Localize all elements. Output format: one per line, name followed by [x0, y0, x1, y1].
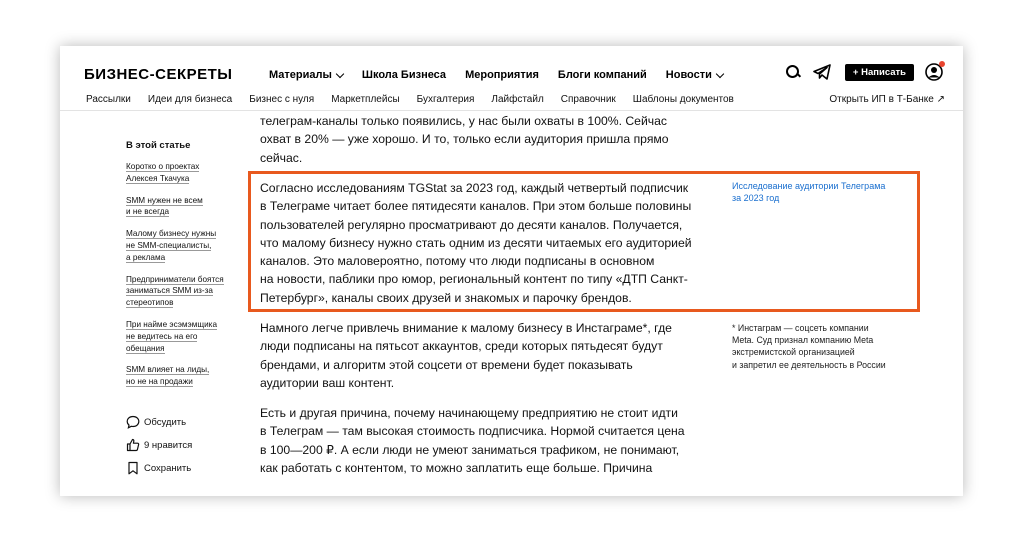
write-button[interactable]: + Написать — [845, 64, 914, 81]
subnav-reference[interactable]: Справочник — [560, 94, 616, 105]
open-ip-link[interactable]: Открыть ИП в Т-Банке ↗ — [829, 94, 945, 105]
subnav-accounting[interactable]: Бухгалтерия — [416, 94, 475, 105]
subnav-business-ideas[interactable]: Идеи для бизнеса — [147, 94, 233, 105]
toc-title: В этой статье — [126, 140, 191, 151]
toc-item[interactable]: SMM влияет на лиды, но не на продажи — [126, 365, 210, 387]
toc-item[interactable]: SMM нужен не всем и не всегда — [126, 195, 203, 217]
toc-item[interactable]: Предприниматели боятся заниматься SMM из-за стереотипов — [126, 274, 224, 308]
instagram-footnote: * Инстаграм — соцсеть компании Meta. Суд признал компанию Meta экстремистской организацией и запретил ее деятельность в России — [732, 323, 886, 370]
profile-button[interactable] — [925, 63, 943, 81]
toc-item[interactable]: При найме эсэмэмщика не ведитесь на его обещания — [126, 319, 217, 353]
article-paragraph-cost: Есть и другая причина, почему начинающему предприятию не стоит идти в Телеграм — там высокая стоимость подписчика. Нормой считается цена в 100—200 ₽. А если люди не умеют заниматься трафиком, не понимают, как работать с контентом, то можно заплатить еще больше. Причина — [260, 406, 685, 475]
tg-audience-research-link[interactable]: Исследование аудитории Телеграма за 2023 год — [732, 181, 886, 203]
nav-business-school[interactable] — [362, 69, 446, 81]
comment-icon — [126, 415, 140, 429]
save-label: Сохранить — [144, 462, 192, 474]
bookmark-icon — [126, 461, 140, 475]
sub-navigation — [60, 90, 963, 111]
subnav-newsletters[interactable]: Рассылки — [86, 94, 131, 105]
nav-label: Новости — [665, 69, 712, 81]
search-icon[interactable] — [785, 64, 801, 80]
subnav-from-scratch[interactable]: Бизнес с нуля — [249, 94, 315, 105]
thumbs-up-icon — [126, 438, 140, 452]
nav-label: Школа Бизнеса — [361, 69, 447, 81]
nav-materials[interactable] — [269, 69, 343, 81]
toc-item[interactable]: Малому бизнесу нужны не SMM-специалисты, а реклама — [126, 229, 217, 262]
save-button[interactable] — [126, 461, 192, 475]
notification-dot — [939, 61, 945, 67]
page-frame — [60, 46, 963, 496]
subnav-lifestyle[interactable]: Лайфстайл — [491, 94, 544, 105]
nav-news[interactable] — [666, 69, 723, 81]
article-paragraph-highlighted: Согласно исследованиям TGStat за 2023 год, каждый четвертый подписчик в Телеграме читает более пятидесяти каналов. При этом больше половины пользователей регулярно просматривают до десяти каналов. Получается, что малому бизнесу нужно стать одним из десяти читаемых его аудиторией каналов. Это маловероятно, потому что люди подписаны в основном на новости, паблики про юмор, региональный контент по типу «ДТП Санкт- Петербург», каналы своих друзей и знакомых и парочку брендов. — [260, 181, 692, 305]
discuss-button[interactable] — [126, 415, 192, 429]
nav-label: Блоги компаний — [557, 69, 647, 81]
nav-company-blogs[interactable] — [558, 69, 647, 81]
discuss-label: Обсудить — [144, 416, 187, 428]
site-header — [60, 46, 963, 90]
likes-count: 9 нравится — [144, 439, 193, 451]
nav-label: Материалы — [269, 69, 332, 81]
article-actions — [126, 415, 192, 484]
header-actions — [785, 63, 943, 81]
article-paragraph-top: телеграм-каналы только появились, у нас были охваты в 100%. Сейчас охват в 20% — уже хорошо. И то, только если аудитория пришла прямо сейчас. — [260, 114, 669, 165]
chevron-down-icon — [716, 69, 724, 77]
main-nav — [269, 69, 742, 81]
chevron-down-icon — [336, 69, 344, 77]
article-paragraph-instagram: Намного легче привлечь внимание к малому бизнесу в Инстаграме*, где люди подписаны на пятьсот аккаунтов, среди которых пятьдесят будут брендами, и алгоритм этой соцсети от времени будет показывать аудитории ваш контент. — [260, 321, 672, 390]
subnav-list — [86, 94, 751, 105]
telegram-icon[interactable] — [813, 64, 831, 80]
table-of-contents — [126, 140, 246, 398]
nav-events[interactable] — [465, 69, 539, 81]
site-logo[interactable]: БИЗНЕС-СЕКРЕТЫ — [84, 66, 233, 83]
like-button[interactable] — [126, 438, 192, 452]
subnav-templates[interactable]: Шаблоны документов — [632, 94, 734, 105]
subnav-marketplaces[interactable]: Маркетплейсы — [331, 94, 400, 105]
nav-label: Мероприятия — [465, 69, 539, 81]
toc-item[interactable]: Коротко о проектах Алексея Ткачука — [126, 162, 200, 183]
